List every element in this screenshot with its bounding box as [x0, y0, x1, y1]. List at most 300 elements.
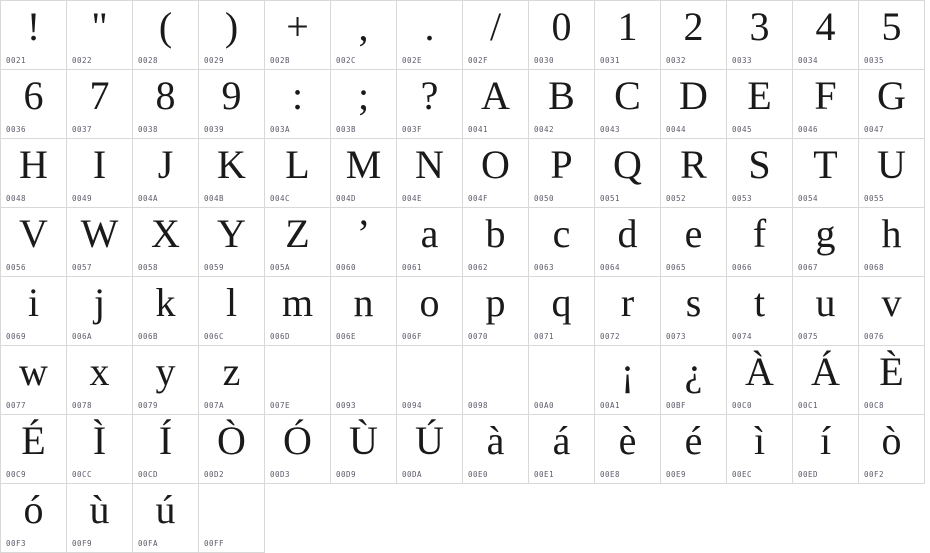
- glyph-character: h: [881, 211, 902, 256]
- glyph-codepoint-label: 00F3: [6, 539, 27, 548]
- glyph-cell[interactable]: [463, 139, 529, 208]
- glyph-cell[interactable]: [265, 415, 331, 484]
- glyph-codepoint-label: 0053: [732, 194, 753, 203]
- glyph-cell[interactable]: [133, 208, 199, 277]
- glyph-cell[interactable]: [1, 277, 67, 346]
- glyph-character: Z: [285, 211, 310, 256]
- glyph-character: 2: [683, 4, 704, 49]
- glyph-cell[interactable]: [793, 346, 859, 415]
- glyph-character: È: [879, 349, 904, 394]
- glyph-codepoint-label: 0076: [864, 332, 885, 341]
- glyph-cell[interactable]: [859, 277, 925, 346]
- glyph-cell[interactable]: [133, 1, 199, 70]
- glyph-character: Ì: [92, 418, 107, 463]
- glyph-cell[interactable]: [397, 1, 463, 70]
- glyph-cell[interactable]: [727, 277, 793, 346]
- glyph-character: c: [552, 211, 571, 256]
- glyph-cell[interactable]: [67, 277, 133, 346]
- glyph-cell[interactable]: [265, 1, 331, 70]
- glyph-character: e: [684, 211, 703, 256]
- glyph-character: n: [353, 280, 374, 325]
- glyph-character: w: [19, 349, 48, 394]
- glyph-character: ?: [420, 73, 439, 118]
- glyph-cell[interactable]: [661, 1, 727, 70]
- glyph-codepoint-label: 00C1: [798, 401, 819, 410]
- glyph-codepoint-label: 0073: [666, 332, 687, 341]
- glyph-cell[interactable]: [133, 346, 199, 415]
- glyph-cell[interactable]: [67, 415, 133, 484]
- glyph-codepoint-label: 006E: [336, 332, 357, 341]
- glyph-codepoint-label: 00C0: [732, 401, 753, 410]
- glyph-cell[interactable]: [463, 415, 529, 484]
- glyph-character: /: [489, 4, 502, 49]
- glyph-character: Ó: [283, 418, 312, 463]
- glyph-codepoint-label: 0093: [336, 401, 357, 410]
- glyph-character: O: [481, 142, 510, 187]
- glyph-codepoint-label: 00DA: [402, 470, 423, 479]
- glyph-cell[interactable]: [859, 1, 925, 70]
- glyph-codepoint-label: 0077: [6, 401, 27, 410]
- glyph-codepoint-label: 002C: [336, 56, 357, 65]
- glyph-character: o: [419, 280, 440, 325]
- glyph-codepoint-label: 003B: [336, 125, 357, 134]
- glyph-codepoint-label: 0070: [468, 332, 489, 341]
- glyph-character: :: [291, 73, 304, 118]
- glyph-character: t: [753, 280, 766, 325]
- glyph-character: D: [679, 73, 708, 118]
- glyph-cell[interactable]: [1, 415, 67, 484]
- glyph-cell[interactable]: [1, 346, 67, 415]
- glyph-codepoint-label: 004E: [402, 194, 423, 203]
- glyph-character: É: [21, 418, 46, 463]
- glyph-codepoint-label: 003A: [270, 125, 291, 134]
- glyph-cell[interactable]: [199, 139, 265, 208]
- glyph-cell[interactable]: [331, 415, 397, 484]
- glyph-codepoint-label: 00FF: [204, 539, 225, 548]
- glyph-character: L: [285, 142, 310, 187]
- glyph-codepoint-label: 0072: [600, 332, 621, 341]
- glyph-cell[interactable]: [265, 70, 331, 139]
- glyph-cell[interactable]: [265, 208, 331, 277]
- glyph-character: g: [815, 211, 836, 256]
- glyph-character: é: [684, 418, 703, 463]
- glyph-cell[interactable]: [595, 208, 661, 277]
- glyph-codepoint-label: 0065: [666, 263, 687, 272]
- glyph-codepoint-label: 0058: [138, 263, 159, 272]
- glyph-character: Á: [811, 349, 840, 394]
- glyph-codepoint-label: 004A: [138, 194, 159, 203]
- glyph-cell[interactable]: [1, 484, 67, 553]
- glyph-character: X: [151, 211, 180, 256]
- glyph-cell[interactable]: [859, 70, 925, 139]
- glyph-character: à: [486, 418, 505, 463]
- glyph-character: p: [485, 280, 506, 325]
- glyph-cell[interactable]: [529, 139, 595, 208]
- glyph-cell[interactable]: [133, 277, 199, 346]
- glyph-codepoint-label: 0059: [204, 263, 225, 272]
- glyph-character: [397, 348, 462, 396]
- glyph-cell[interactable]: [397, 139, 463, 208]
- glyph-codepoint-label: 006B: [138, 332, 159, 341]
- glyph-cell[interactable]: [595, 70, 661, 139]
- glyph-cell[interactable]: [463, 208, 529, 277]
- glyph-codepoint-label: 00E1: [534, 470, 555, 479]
- glyph-codepoint-label: 0079: [138, 401, 159, 410]
- glyph-cell[interactable]: [859, 139, 925, 208]
- glyph-cell[interactable]: [727, 346, 793, 415]
- glyph-character: 5: [881, 4, 902, 49]
- glyph-cell[interactable]: [1, 1, 67, 70]
- glyph-codepoint-label: 00FA: [138, 539, 159, 548]
- glyph-character: U: [877, 142, 906, 187]
- glyph-codepoint-label: 0061: [402, 263, 423, 272]
- glyph-codepoint-label: 00A1: [600, 401, 621, 410]
- glyph-codepoint-label: 007E: [270, 401, 291, 410]
- glyph-cell[interactable]: [661, 70, 727, 139]
- glyph-codepoint-label: 0028: [138, 56, 159, 65]
- glyph-codepoint-label: 00CC: [72, 470, 93, 479]
- glyph-character: !: [26, 4, 41, 49]
- glyph-character: M: [345, 142, 382, 187]
- glyph-character: 0: [551, 4, 572, 49]
- glyph-cell[interactable]: [529, 346, 595, 415]
- glyph-cell[interactable]: [133, 484, 199, 553]
- glyph-character: [199, 486, 264, 534]
- glyph-codepoint-label: 005A: [270, 263, 291, 272]
- glyph-codepoint-label: 0044: [666, 125, 687, 134]
- glyph-character: À: [745, 349, 774, 394]
- glyph-codepoint-label: 0030: [534, 56, 555, 65]
- glyph-cell[interactable]: [727, 1, 793, 70]
- glyph-character: ¿: [684, 349, 703, 394]
- glyph-character: C: [614, 73, 641, 118]
- glyph-character: u: [815, 280, 836, 325]
- glyph-codepoint-label: 00D9: [336, 470, 357, 479]
- glyph-codepoint-label: 0032: [666, 56, 687, 65]
- glyph-cell[interactable]: [529, 277, 595, 346]
- glyph-cell[interactable]: [595, 1, 661, 70]
- glyph-character: I: [92, 142, 107, 187]
- glyph-cell[interactable]: [133, 415, 199, 484]
- glyph-cell[interactable]: [595, 346, 661, 415]
- glyph-codepoint-label: 00CD: [138, 470, 159, 479]
- glyph-cell[interactable]: [529, 1, 595, 70]
- glyph-character: í: [819, 418, 832, 463]
- glyph-character: d: [617, 211, 638, 256]
- glyph-cell[interactable]: [529, 208, 595, 277]
- glyph-character: á: [552, 418, 571, 463]
- glyph-codepoint-label: 003F: [402, 125, 423, 134]
- glyph-character: Ú: [415, 418, 444, 463]
- glyph-cell[interactable]: [397, 277, 463, 346]
- glyph-character: [529, 348, 594, 396]
- glyph-character: y: [155, 349, 176, 394]
- glyph-cell[interactable]: [397, 208, 463, 277]
- glyph-codepoint-label: 0037: [72, 125, 93, 134]
- glyph-codepoint-label: 0036: [6, 125, 27, 134]
- glyph-codepoint-label: 0078: [72, 401, 93, 410]
- glyph-cell[interactable]: [463, 346, 529, 415]
- glyph-character: 6: [23, 73, 44, 118]
- glyph-codepoint-label: 0034: [798, 56, 819, 65]
- glyph-cell[interactable]: [397, 70, 463, 139]
- glyph-cell[interactable]: [199, 346, 265, 415]
- glyph-codepoint-label: 0056: [6, 263, 27, 272]
- glyph-character: s: [685, 280, 702, 325]
- glyph-cell[interactable]: [595, 415, 661, 484]
- glyph-codepoint-label: 004C: [270, 194, 291, 203]
- glyph-character: è: [618, 418, 637, 463]
- glyph-codepoint-label: 0066: [732, 263, 753, 272]
- glyph-codepoint-label: 0035: [864, 56, 885, 65]
- glyph-character: Q: [613, 142, 642, 187]
- glyph-character: B: [548, 73, 575, 118]
- glyph-character: N: [415, 142, 444, 187]
- glyph-cell[interactable]: [463, 70, 529, 139]
- glyph-cell[interactable]: [265, 277, 331, 346]
- glyph-character: ù: [89, 487, 110, 532]
- glyph-codepoint-label: 00D2: [204, 470, 225, 479]
- glyph-cell[interactable]: [133, 70, 199, 139]
- glyph-character: R: [680, 142, 707, 187]
- glyph-cell[interactable]: [463, 1, 529, 70]
- glyph-cell[interactable]: [595, 277, 661, 346]
- glyph-codepoint-label: 00E9: [666, 470, 687, 479]
- glyph-codepoint-label: 0048: [6, 194, 27, 203]
- glyph-character: ó: [23, 487, 44, 532]
- glyph-cell[interactable]: [331, 346, 397, 415]
- glyph-character: ò: [881, 418, 902, 463]
- glyph-cell[interactable]: [67, 1, 133, 70]
- glyph-character: H: [19, 142, 48, 187]
- glyph-codepoint-label: 0021: [6, 56, 27, 65]
- glyph-cell[interactable]: [67, 139, 133, 208]
- glyph-cell[interactable]: [727, 415, 793, 484]
- glyph-cell[interactable]: [727, 139, 793, 208]
- glyph-character: ,: [358, 4, 369, 49]
- glyph-codepoint-label: 002B: [270, 56, 291, 65]
- glyph-character: K: [217, 142, 246, 187]
- glyph-character: v: [881, 280, 902, 325]
- glyph-cell[interactable]: [199, 1, 265, 70]
- glyph-cell[interactable]: [727, 208, 793, 277]
- glyph-character: A: [481, 73, 510, 118]
- glyph-codepoint-label: 002E: [402, 56, 423, 65]
- glyph-cell[interactable]: [793, 208, 859, 277]
- glyph-character: i: [27, 280, 40, 325]
- glyph-cell[interactable]: [67, 208, 133, 277]
- glyph-cell[interactable]: [793, 139, 859, 208]
- glyph-cell[interactable]: [793, 70, 859, 139]
- glyph-codepoint-label: 0098: [468, 401, 489, 410]
- glyph-codepoint-label: 0045: [732, 125, 753, 134]
- glyph-character: z: [222, 349, 241, 394]
- glyph-cell[interactable]: [661, 208, 727, 277]
- glyph-character: ú: [155, 487, 176, 532]
- glyph-character: 7: [89, 73, 110, 118]
- glyph-codepoint-label: 0057: [72, 263, 93, 272]
- glyph-codepoint-label: 0063: [534, 263, 555, 272]
- glyph-character: (: [158, 4, 173, 49]
- glyph-codepoint-label: 0069: [6, 332, 27, 341]
- glyph-cell[interactable]: [1, 70, 67, 139]
- glyph-cell[interactable]: [199, 70, 265, 139]
- glyph-cell[interactable]: [463, 277, 529, 346]
- glyph-cell[interactable]: [331, 70, 397, 139]
- glyph-cell[interactable]: [859, 415, 925, 484]
- glyph-cell[interactable]: [661, 139, 727, 208]
- glyph-codepoint-label: 0068: [864, 263, 885, 272]
- glyph-codepoint-label: 00F9: [72, 539, 93, 548]
- glyph-codepoint-label: 0029: [204, 56, 225, 65]
- glyph-cell[interactable]: [529, 415, 595, 484]
- glyph-codepoint-label: 0038: [138, 125, 159, 134]
- glyph-codepoint-label: 0049: [72, 194, 93, 203]
- glyph-codepoint-label: 006F: [402, 332, 423, 341]
- glyph-codepoint-label: 00C8: [864, 401, 885, 410]
- glyph-cell[interactable]: [661, 346, 727, 415]
- glyph-character: ì: [753, 418, 766, 463]
- glyph-character: W: [80, 211, 119, 256]
- glyph-character: 9: [221, 73, 242, 118]
- glyph-codepoint-label: 004F: [468, 194, 489, 203]
- glyph-cell[interactable]: [133, 139, 199, 208]
- glyph-character: m: [281, 280, 314, 325]
- glyph-codepoint-label: 00D3: [270, 470, 291, 479]
- glyph-cell[interactable]: [265, 346, 331, 415]
- glyph-codepoint-label: 0047: [864, 125, 885, 134]
- glyph-character: S: [748, 142, 771, 187]
- glyph-character: P: [550, 142, 573, 187]
- glyph-cell[interactable]: [529, 70, 595, 139]
- glyph-cell[interactable]: [331, 1, 397, 70]
- glyph-cell[interactable]: [1, 208, 67, 277]
- glyph-codepoint-label: 002F: [468, 56, 489, 65]
- glyph-cell[interactable]: [199, 484, 265, 553]
- glyph-cell[interactable]: [331, 208, 397, 277]
- glyph-codepoint-label: 00EC: [732, 470, 753, 479]
- glyph-codepoint-label: 004B: [204, 194, 225, 203]
- glyph-cell[interactable]: [793, 415, 859, 484]
- glyph-character: J: [157, 142, 174, 187]
- glyph-codepoint-label: 0054: [798, 194, 819, 203]
- glyph-codepoint-label: 00ED: [798, 470, 819, 479]
- glyph-codepoint-label: 0046: [798, 125, 819, 134]
- glyph-codepoint-label: 0071: [534, 332, 555, 341]
- glyph-cell[interactable]: [859, 208, 925, 277]
- glyph-cell[interactable]: [595, 139, 661, 208]
- glyph-codepoint-label: 0031: [600, 56, 621, 65]
- glyph-cell[interactable]: [793, 1, 859, 70]
- glyph-character: G: [877, 73, 906, 118]
- glyph-codepoint-label: 0043: [600, 125, 621, 134]
- glyph-character: Í: [158, 418, 173, 463]
- glyph-character: 4: [815, 4, 836, 49]
- glyph-character: V: [19, 211, 48, 256]
- glyph-character: Y: [217, 211, 246, 256]
- glyph-codepoint-label: 0050: [534, 194, 555, 203]
- glyph-character: a: [420, 211, 439, 256]
- glyph-character: ): [224, 4, 239, 49]
- glyph-codepoint-label: 0051: [600, 194, 621, 203]
- glyph-codepoint-label: 0042: [534, 125, 555, 134]
- glyph-cell[interactable]: [67, 484, 133, 553]
- glyph-cell[interactable]: [661, 277, 727, 346]
- glyph-cell[interactable]: [661, 415, 727, 484]
- glyph-character: [265, 348, 330, 396]
- glyph-codepoint-label: 0075: [798, 332, 819, 341]
- glyph-character: [331, 348, 396, 396]
- glyph-cell[interactable]: [727, 70, 793, 139]
- glyph-codepoint-label: 007A: [204, 401, 225, 410]
- glyph-cell[interactable]: [859, 346, 925, 415]
- glyph-character: l: [225, 280, 238, 325]
- glyph-cell[interactable]: [265, 139, 331, 208]
- glyph-character: .: [424, 4, 435, 49]
- glyph-character: k: [155, 280, 176, 325]
- glyph-character: x: [89, 349, 110, 394]
- glyph-character: 8: [155, 73, 176, 118]
- glyph-codepoint-label: 0039: [204, 125, 225, 134]
- glyph-character: Ù: [349, 418, 378, 463]
- glyph-codepoint-label: 0052: [666, 194, 687, 203]
- glyph-codepoint-label: 006D: [270, 332, 291, 341]
- glyph-cell[interactable]: [397, 346, 463, 415]
- glyph-cell[interactable]: [199, 415, 265, 484]
- glyph-codepoint-label: 00A0: [534, 401, 555, 410]
- glyph-codepoint-label: 006C: [204, 332, 225, 341]
- glyph-character: f: [752, 211, 767, 256]
- glyph-cell[interactable]: [67, 346, 133, 415]
- glyph-codepoint-label: 004D: [336, 194, 357, 203]
- glyph-character: ’: [356, 211, 371, 256]
- glyph-codepoint-label: 0062: [468, 263, 489, 272]
- glyph-character: T: [813, 142, 838, 187]
- glyph-cell[interactable]: [793, 277, 859, 346]
- glyph-codepoint-label: 006A: [72, 332, 93, 341]
- glyph-codepoint-label: 0074: [732, 332, 753, 341]
- glyph-character: 3: [749, 4, 770, 49]
- glyph-cell[interactable]: [199, 277, 265, 346]
- glyph-character: ;: [357, 73, 370, 118]
- glyph-codepoint-label: 0064: [600, 263, 621, 272]
- glyph-character: +: [286, 4, 309, 49]
- glyph-character: j: [93, 280, 106, 325]
- glyph-cell[interactable]: [67, 70, 133, 139]
- glyph-codepoint-label: 00C9: [6, 470, 27, 479]
- glyph-codepoint-label: 0022: [72, 56, 93, 65]
- glyph-character: ": [91, 4, 108, 49]
- glyph-codepoint-label: 0055: [864, 194, 885, 203]
- glyph-character: q: [551, 280, 572, 325]
- glyph-character: b: [485, 211, 506, 256]
- glyph-codepoint-label: 0041: [468, 125, 489, 134]
- glyph-codepoint-label: 00F2: [864, 470, 885, 479]
- glyph-cell[interactable]: [331, 277, 397, 346]
- glyph-cell[interactable]: [1, 139, 67, 208]
- glyph-cell[interactable]: [397, 415, 463, 484]
- glyph-character: Ò: [217, 418, 246, 463]
- glyph-cell[interactable]: [199, 208, 265, 277]
- glyph-codepoint-label: 0067: [798, 263, 819, 272]
- glyph-character: E: [747, 73, 772, 118]
- glyph-character: [463, 348, 528, 396]
- glyph-character: r: [620, 280, 635, 325]
- glyph-codepoint-label: 0033: [732, 56, 753, 65]
- glyph-character: ¡: [620, 349, 635, 394]
- glyph-codepoint-label: 00BF: [666, 401, 687, 410]
- glyph-cell[interactable]: [331, 139, 397, 208]
